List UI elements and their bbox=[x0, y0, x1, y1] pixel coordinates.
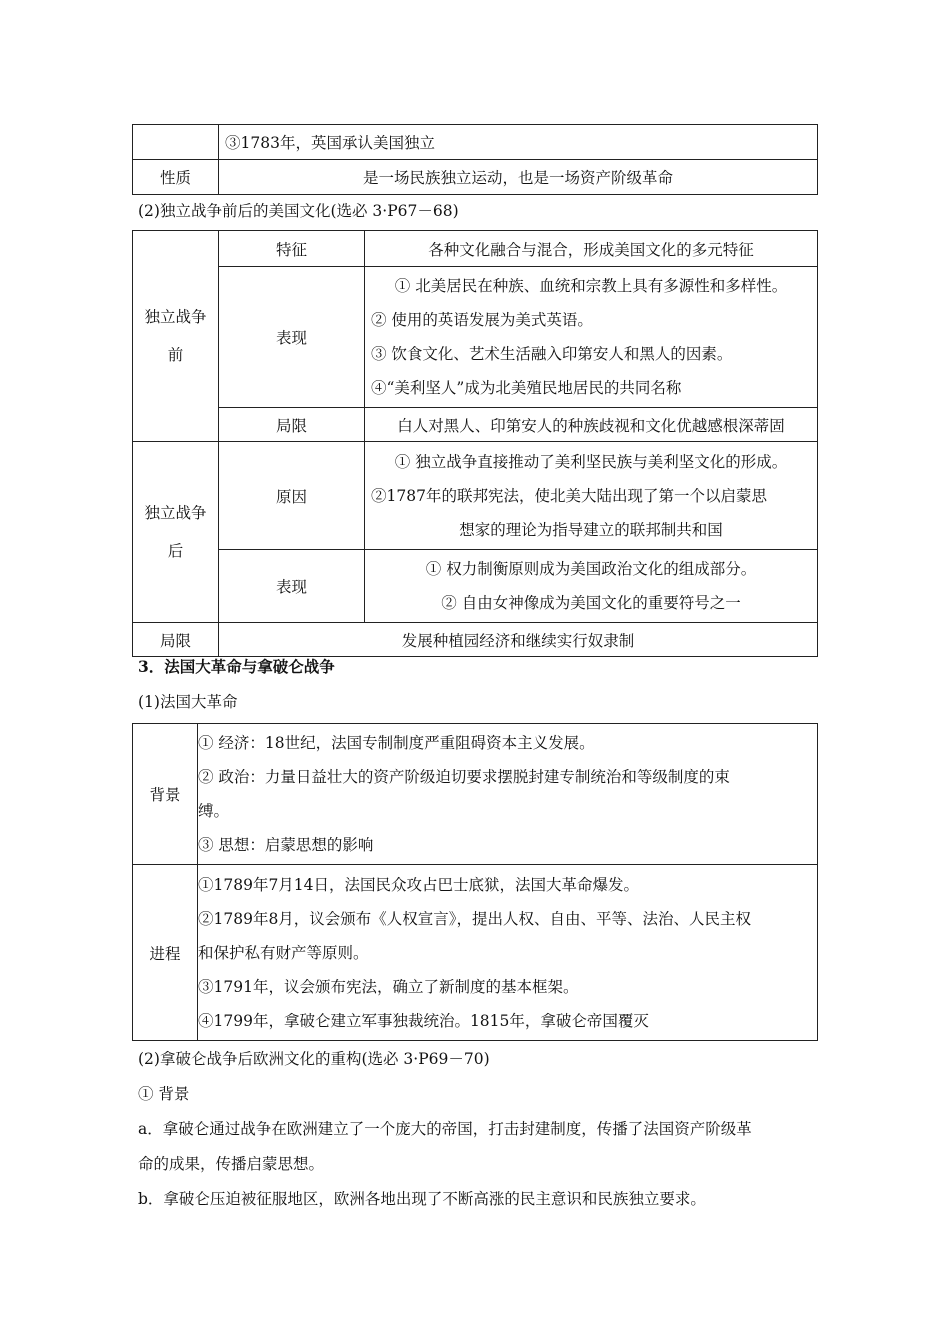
nature-text: 是一场民族独立运动，也是一场资产阶级革命 bbox=[219, 160, 818, 195]
nature-label: 性质 bbox=[133, 160, 219, 195]
table-french-revolution bbox=[132, 723, 818, 1041]
list-item: ③ 思想：启蒙思想的影响 bbox=[198, 836, 374, 854]
after-performance-label: 表现 bbox=[219, 550, 365, 623]
list-item: ②1789年8月，议会颁布《人权宣言》，提出人权、自由、平等、法治、人民主权 bbox=[198, 909, 752, 928]
list-item: ① 独立战争直接推动了美利坚民族与美利坚文化的形成。 bbox=[394, 452, 788, 471]
cause-label: 原因 bbox=[219, 442, 365, 550]
final-limit-text: 发展种植园经济和继续实行奴隶制 bbox=[219, 623, 818, 657]
table-american-culture bbox=[132, 230, 818, 657]
table-row bbox=[133, 442, 818, 550]
table-row bbox=[133, 408, 818, 442]
list-item: ④1799年，拿破仑建立军事独裁统治。1815年，拿破仑帝国覆灭 bbox=[198, 1011, 649, 1030]
list-item: ① 权力制衡原则成为美国政治文化的组成部分。 bbox=[425, 560, 757, 578]
table-row bbox=[133, 865, 818, 1041]
background-heading: ① 背景 bbox=[138, 1085, 190, 1103]
list-item: ② 政治：力量日益壮大的资产阶级迫切要求摆脱封建专制统治和等级制度的束 bbox=[198, 768, 730, 786]
before-war-label-line1: 独立战争 bbox=[144, 308, 207, 326]
list-item: ③ 饮食文化、艺术生活融入印第安人和黑人的因素。 bbox=[371, 345, 733, 363]
list-item: ② 使用的英语发展为美式英语。 bbox=[371, 311, 593, 329]
cause-list bbox=[365, 442, 818, 550]
limit-label: 局限 bbox=[219, 408, 365, 442]
list-item: 和保护私有财产等原则。 bbox=[198, 943, 369, 962]
recognition-cell: ③1783年，英国承认美国独立 bbox=[219, 125, 818, 160]
section-3-title: 3．法国大革命与拿破仑战争 bbox=[138, 657, 335, 676]
subheading-french-revolution: (1)法国大革命 bbox=[138, 693, 238, 711]
list-item: ①1789年7月14日，法国民众攻占巴士底狱，法国大革命爆发。 bbox=[198, 875, 640, 894]
list-item: ① 北美居民在种族、血统和宗教上具有多源性和多样性。 bbox=[394, 277, 788, 295]
after-war-label-line2: 后 bbox=[167, 542, 184, 560]
table-row bbox=[133, 125, 818, 160]
table-row bbox=[133, 267, 818, 408]
subheading-american-culture: (2)独立战争前后的美国文化(选必 3·P67－68) bbox=[138, 202, 459, 220]
list-item: ① 经济：18世纪，法国专制制度严重阻碍资本主义发展。 bbox=[198, 734, 595, 752]
list-item: 缚。 bbox=[198, 802, 230, 820]
background-label: 背景 bbox=[133, 724, 198, 865]
final-limit-label: 局限 bbox=[133, 623, 219, 657]
subheading-napoleon: (2)拿破仑战争后欧洲文化的重构(选必 3·P69－70) bbox=[138, 1050, 490, 1068]
background-list bbox=[198, 724, 818, 865]
after-performance-list bbox=[365, 550, 818, 623]
feature-text: 各种文化融合与混合，形成美国文化的多元特征 bbox=[365, 231, 818, 267]
process-list bbox=[198, 865, 818, 1041]
before-war-label bbox=[133, 231, 219, 442]
table-row bbox=[133, 231, 818, 267]
list-item: 想家的理论为指导建立的联邦制共和国 bbox=[459, 520, 723, 539]
paragraph-line: b．拿破仑压迫被征服地区，欧洲各地出现了不断高涨的民主意识和民族独立要求。 bbox=[138, 1190, 706, 1208]
table-row bbox=[133, 160, 818, 195]
after-war-label-line1: 独立战争 bbox=[144, 504, 207, 522]
paragraph-line: a．拿破仑通过战争在欧洲建立了一个庞大的帝国，打击封建制度，传播了法国资产阶级革 bbox=[138, 1120, 752, 1138]
performance-list bbox=[365, 267, 818, 408]
process-label: 进程 bbox=[133, 865, 198, 1041]
empty-label-cell bbox=[133, 125, 219, 160]
list-item: ②1787年的联邦宪法，使北美大陆出现了第一个以启蒙思 bbox=[371, 486, 767, 505]
table-independence-summary bbox=[132, 124, 818, 195]
after-war-label bbox=[133, 442, 219, 623]
list-item: ③1791年，议会颁布宪法，确立了新制度的基本框架。 bbox=[198, 977, 579, 996]
limit-text: 白人对黑人、印第安人的种族歧视和文化优越感根深蒂固 bbox=[365, 408, 818, 442]
performance-label: 表现 bbox=[219, 267, 365, 408]
list-item: ② 自由女神像成为美国文化的重要符号之一 bbox=[441, 594, 741, 612]
before-war-label-line2: 前 bbox=[167, 346, 184, 364]
feature-label: 特征 bbox=[219, 231, 365, 267]
table-row bbox=[133, 550, 818, 623]
table-row bbox=[133, 724, 818, 865]
paragraph-line: 命的成果，传播启蒙思想。 bbox=[138, 1155, 325, 1173]
list-item: ④“美利坚人”成为北美殖民地居民的共同名称 bbox=[371, 379, 682, 397]
